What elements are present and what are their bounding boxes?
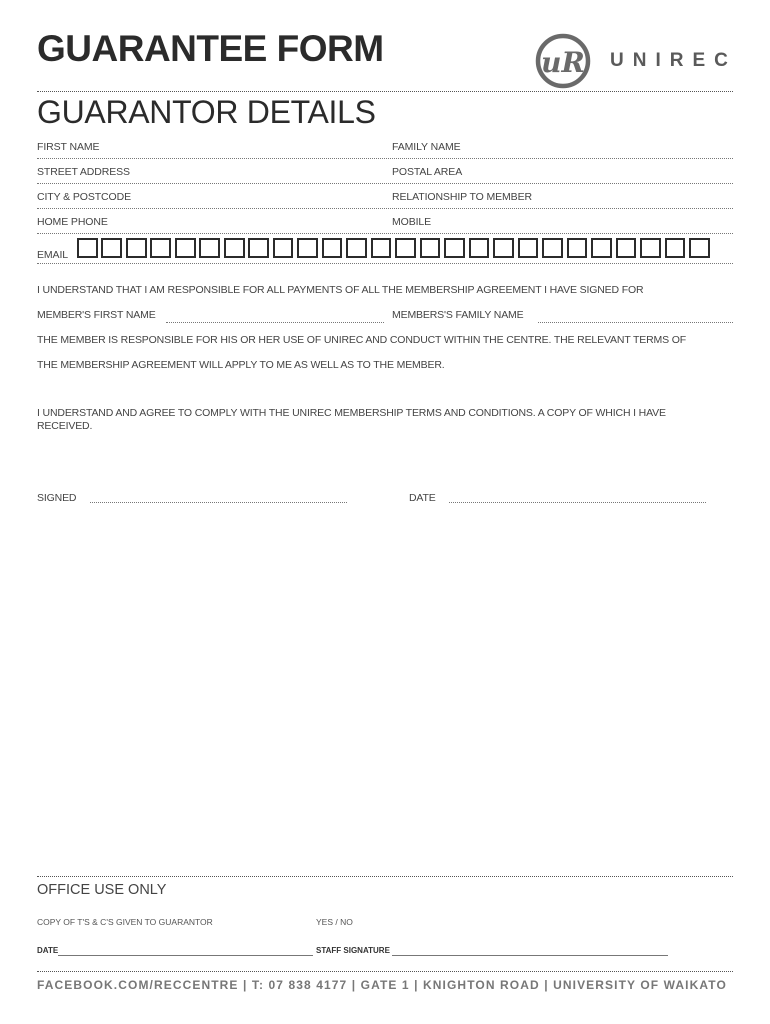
- footer-divider: [37, 971, 733, 972]
- email-char-box[interactable]: [346, 238, 367, 258]
- yes-no-label[interactable]: YES / NO: [316, 917, 353, 927]
- email-char-box[interactable]: [567, 238, 588, 258]
- email-char-box[interactable]: [616, 238, 637, 258]
- email-char-box[interactable]: [542, 238, 563, 258]
- conduct-statement-line1: THE MEMBER IS RESPONSIBLE FOR HIS OR HER USE OF UNIREC AND CONDUCT WITHIN THE CENTRE. THE RELEVANT TERMS OF: [37, 334, 687, 346]
- office-divider: [37, 876, 733, 877]
- member-family-name-line[interactable]: [538, 322, 733, 323]
- email-char-box[interactable]: [640, 238, 661, 258]
- street-address-label: STREET ADDRESS: [37, 166, 130, 178]
- field-row-divider: [37, 183, 733, 184]
- agree-statement-line2: RECEIVED.: [37, 420, 93, 432]
- email-char-box[interactable]: [395, 238, 416, 258]
- conduct-statement-line2: THE MEMBERSHIP AGREEMENT WILL APPLY TO ME AS WELL AS TO THE MEMBER.: [37, 359, 445, 371]
- mobile-label: MOBILE: [392, 216, 432, 228]
- email-char-box[interactable]: [518, 238, 539, 258]
- first-name-label: FIRST NAME: [37, 141, 100, 153]
- email-character-boxes[interactable]: [77, 238, 714, 258]
- email-char-box[interactable]: [420, 238, 441, 258]
- section-title: GUARANTOR DETAILS: [37, 94, 376, 130]
- home-phone-label: HOME PHONE: [37, 216, 108, 228]
- signature-line[interactable]: [90, 502, 347, 503]
- header-divider: [37, 91, 733, 92]
- office-date-label: DATE: [37, 946, 59, 955]
- email-label: EMAIL: [37, 249, 69, 261]
- email-char-box[interactable]: [371, 238, 392, 258]
- email-char-box[interactable]: [469, 238, 490, 258]
- field-row-divider: [37, 208, 733, 209]
- unirec-logo-mark: [530, 32, 596, 90]
- staff-signature-line[interactable]: [392, 955, 668, 956]
- email-char-box[interactable]: [273, 238, 294, 258]
- email-char-box[interactable]: [101, 238, 122, 258]
- email-char-box[interactable]: [150, 238, 171, 258]
- city-postcode-label: CITY & POSTCODE: [37, 191, 131, 203]
- form-title: GUARANTEE FORM: [37, 28, 384, 69]
- office-date-line[interactable]: [58, 955, 313, 956]
- field-row-divider: [37, 158, 733, 159]
- member-first-name-label: MEMBER'S FIRST NAME: [37, 309, 156, 321]
- relationship-label: RELATIONSHIP TO MEMBER: [392, 191, 532, 203]
- email-char-box[interactable]: [175, 238, 196, 258]
- email-char-box[interactable]: [224, 238, 245, 258]
- footer-contact: FACEBOOK.COM/RECCENTRE | T: 07 838 4177 | GATE 1 | KNIGHTON ROAD | UNIVERSITY OF WAIKATO: [37, 978, 727, 992]
- field-row-divider: [37, 263, 733, 264]
- office-use-title: OFFICE USE ONLY: [37, 882, 167, 898]
- signed-label: SIGNED: [37, 492, 77, 504]
- email-char-box[interactable]: [77, 238, 98, 258]
- family-name-label: FAMILY NAME: [392, 141, 461, 153]
- responsible-statement: I UNDERSTAND THAT I AM RESPONSIBLE FOR ALL PAYMENTS OF ALL THE MEMBERSHIP AGREEMENT I HAVE SIGNED FOR: [37, 284, 644, 296]
- unirec-logo: [530, 32, 740, 90]
- email-char-box[interactable]: [126, 238, 147, 258]
- email-char-box[interactable]: [591, 238, 612, 258]
- staff-signature-label: STAFF SIGNATURE: [316, 946, 390, 955]
- email-char-box[interactable]: [297, 238, 318, 258]
- email-char-box[interactable]: [665, 238, 686, 258]
- email-char-box[interactable]: [248, 238, 269, 258]
- postal-area-label: POSTAL AREA: [392, 166, 463, 178]
- date-line[interactable]: [449, 502, 706, 503]
- copy-given-label: COPY OF T'S & C'S GIVEN TO GUARANTOR: [37, 917, 213, 927]
- logo-wordmark: UNIREC: [610, 50, 737, 71]
- email-char-box[interactable]: [689, 238, 710, 258]
- email-char-box[interactable]: [322, 238, 343, 258]
- email-char-box[interactable]: [199, 238, 220, 258]
- email-char-box[interactable]: [493, 238, 514, 258]
- member-family-name-label: MEMBERS'S FAMILY NAME: [392, 309, 524, 321]
- field-row-divider: [37, 233, 733, 234]
- agree-statement-line1: I UNDERSTAND AND AGREE TO COMPLY WITH THE UNIREC MEMBERSHIP TERMS AND CONDITIONS. A COPY OF WHICH I HAVE: [37, 407, 666, 419]
- email-char-box[interactable]: [444, 238, 465, 258]
- logo-mark-text: uR: [541, 46, 585, 79]
- date-label: DATE: [409, 492, 436, 504]
- member-first-name-line[interactable]: [166, 322, 384, 323]
